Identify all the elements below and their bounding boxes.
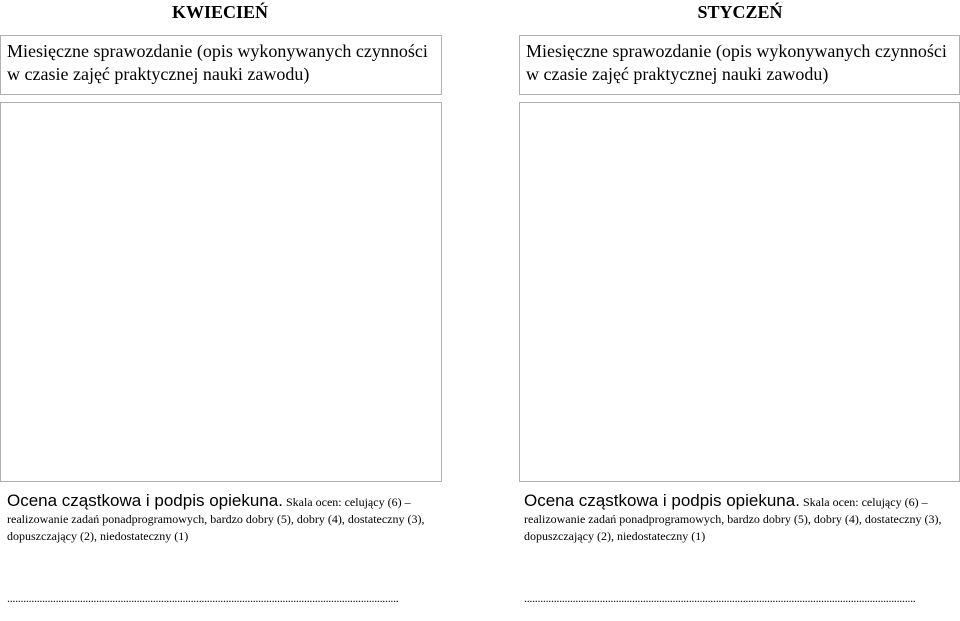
report-body-area-right[interactable] [519, 102, 960, 482]
report-body-area-left[interactable] [0, 102, 442, 482]
month-heading-right: STYCZEŃ [697, 2, 783, 22]
grade-lead-right: Ocena cząstkowa i podpis opiekuna. [524, 491, 800, 510]
report-title-box-left [0, 35, 442, 95]
grade-scale-left: Skala ocen: celujący (6) – realizowanie zadań ponadprogramowych, bardzo dobry (5), dobry (4), dostateczny (3), dopuszczający (2), niedostateczny (1) [7, 495, 425, 543]
report-title-box-right [519, 35, 960, 95]
signature-line-right: ................................................................................................................................................. [524, 592, 916, 604]
report-title-right: Miesięczne sprawozdanie (opis wykonywanych czynności w czasie zajęć praktycznej nauki zawodu) [526, 41, 947, 84]
report-title-left: Miesięczne sprawozdanie (opis wykonywanych czynności w czasie zajęć praktycznej nauki zawodu) [7, 41, 428, 84]
grade-section-left [7, 492, 437, 545]
grade-section-right [524, 492, 954, 545]
grade-scale-right: Skala ocen: celujący (6) – realizowanie zadań ponadprogramowych, bardzo dobry (5), dobry (4), dostateczny (3), dopuszczający (2), niedostateczny (1) [524, 495, 942, 543]
grade-lead-left: Ocena cząstkowa i podpis opiekuna. [7, 491, 283, 510]
month-heading-left: KWIECIEŃ [171, 2, 269, 22]
signature-line-left: ................................................................................................................................................. [7, 592, 399, 604]
